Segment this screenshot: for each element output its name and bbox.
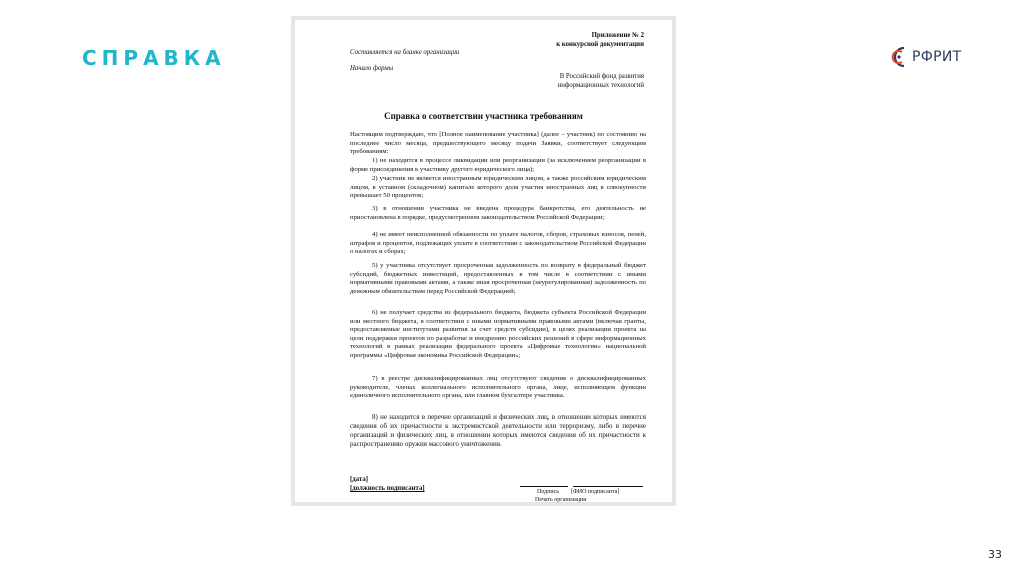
signature-caption: Подпись — [537, 489, 560, 495]
requirement-6: 6) не получает средства из федерального бюджета, бюджета субъекта Российской Федерации или местного бюджета, в соответствии с иными нормативными правовыми актами (включая гранты, предоставляемые институтами развития за счет средств субсидии), в целях реализации проекта на цели поддержки проектов по разработке и внедрению российских решений в сфере информационных технологий в рамках реализации федерального проекта «Цифровые технологии» национальной программы «Цифровая экономика Российской Федерации»; — [350, 309, 646, 359]
requirement-1: 1) не находится в процессе ликвидации или реорганизации (за исключением реорганизации в форме присоединения к участнику другого юридического лица); — [350, 157, 646, 173]
rfrit-logo — [889, 44, 961, 70]
requirement-7: 7) в реестре дисквалифицированных лиц отсутствуют сведения о дисквалифицированных руководителе, членах коллегиального исполнительного органа, лице, исполняющем функции единоличного исполнительного органа, или главном бухгалтере участника. — [350, 375, 646, 400]
rfrit-logo-icon — [889, 44, 909, 70]
slide-title: СПРАВКА — [82, 46, 226, 70]
intro-paragraph: Настоящим подтверждаю, что [Полное наименование участника] (далее – участник) по состоянию на последнее число месяца, предшествующего месяцу подачи Заявки, соответствует следующим требованиям: — [350, 131, 646, 156]
appendix-line-2: к конкурсной документации — [556, 41, 644, 48]
requirement-8: 8) не находится в перечне организаций и физических лиц, в отношении которых имеются сведения об их причастности к экстремистской деятельности или терроризму, либо в перечне организаций и физических лиц, в отношении которых имеются сведения об их причастности к распространению оружия массового уничтожения. — [350, 413, 646, 448]
requirement-4: 4) не имеет неисполненной обязанности по уплате налогов, сборов, страховых взносов, пеней, штрафов и процентов, подлежащих уплате в соответствии с законодательством Российской Федерации о налогах и сборах; — [350, 231, 646, 256]
addressee-line-2: информационных технологий — [557, 82, 644, 89]
fio-caption: [ФИО подписанта] — [571, 489, 620, 495]
signature-line — [520, 486, 568, 487]
form-note-2: Начало формы — [350, 65, 394, 72]
form-note-1: Составляется на бланке организации — [350, 49, 460, 56]
requirement-2: 2) участник не является иностранным юридическим лицом, а также российским юридическим лицом, в уставном (складочном) капитале которого доля участия иностранных лиц в совокупности превышает 50 процентов; — [350, 175, 646, 200]
requirement-3: 3) в отношении участника не введена процедура банкротства, его деятельность не приостановлена в порядке, предусмотренном законодательством Российской Федерации; — [350, 205, 646, 221]
page-number: 33 — [988, 548, 1002, 561]
document-title: Справка о соответствии участника требованиям — [384, 111, 583, 121]
appendix-line-1: Приложение № 2 — [591, 32, 644, 39]
fio-line — [573, 486, 643, 487]
document-page — [295, 20, 672, 502]
date-placeholder: [дата] — [350, 476, 369, 483]
addressee-line-1: В Российский фонд развития — [559, 73, 644, 80]
requirement-5: 5) у участника отсутствует просроченная задолженность по возврату в федеральный бюджет субсидий, бюджетных инвестиций, предоставленных в том числе в соответствии с иными нормативными правовыми актами, а также иная просроченная (неурегулированная) задолженность по денежным обязательствам перед Российской Федерацией; — [350, 262, 646, 295]
seal-caption: Печать организации — [535, 497, 587, 503]
document-image-frame — [291, 16, 676, 506]
logo-text: РФРИТ — [912, 49, 962, 65]
position-placeholder: [должность подписанта] — [350, 485, 425, 492]
